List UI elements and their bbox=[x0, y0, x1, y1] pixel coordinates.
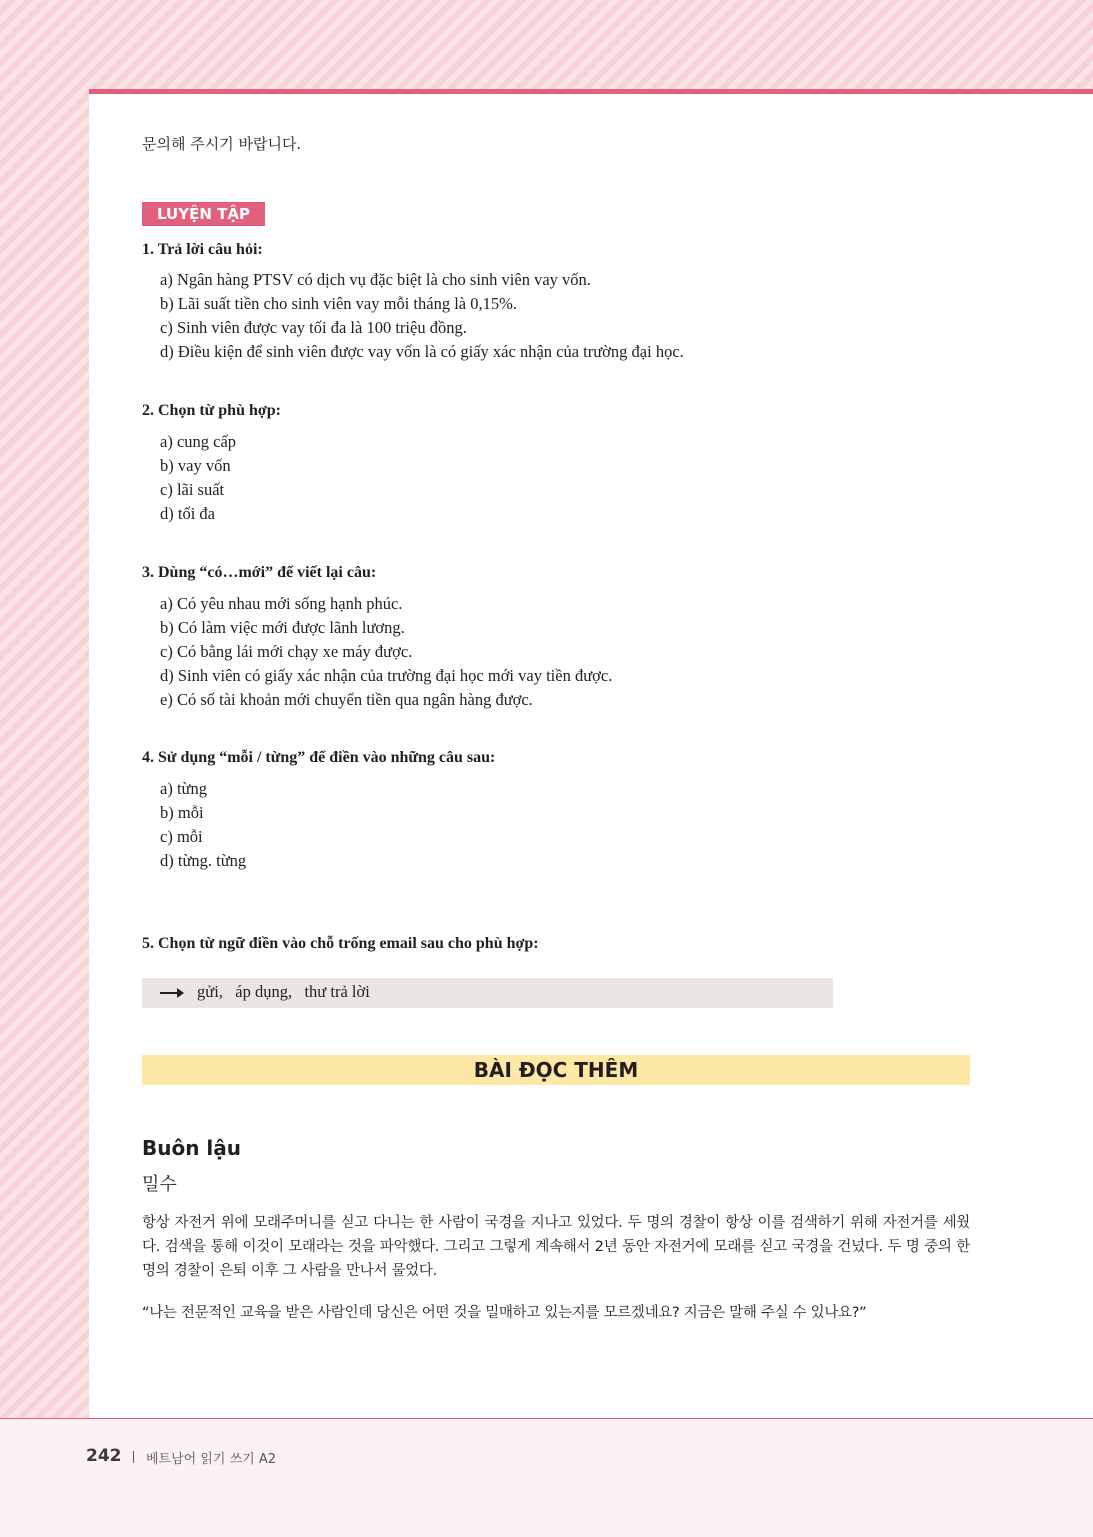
answer-item: a) Có yêu nhau mới sống hạnh phúc. bbox=[160, 594, 403, 613]
answer-list bbox=[160, 777, 246, 873]
question-title: 5. Chọn từ ngữ điền vào chỗ trống email sau cho phù hợp: bbox=[142, 935, 539, 952]
answer-item: c) Sinh viên được vay tối đa là 100 triệu đồng. bbox=[160, 318, 467, 337]
practice-tag: LUYỆN TẬP bbox=[142, 202, 265, 226]
left-decorative-stripes bbox=[0, 0, 89, 1418]
answer-item: c) Có bằng lái mới chạy xe máy được. bbox=[160, 642, 413, 661]
answer-item: e) Có số tài khoản mới chuyển tiền qua ngân hàng được. bbox=[160, 690, 533, 709]
book-title: 베트남어 읽기 쓰기 A2 bbox=[146, 1452, 277, 1467]
header-rule bbox=[89, 89, 1093, 94]
word-list: gửi, áp dụng, thư trả lời bbox=[197, 982, 370, 1001]
word-box bbox=[142, 978, 833, 1008]
answer-item: b) mỗi bbox=[160, 803, 204, 822]
answer-item: a) cung cấp bbox=[160, 432, 237, 451]
reading-banner: BÀI ĐỌC THÊM bbox=[142, 1055, 970, 1085]
answer-item: c) mỗi bbox=[160, 827, 203, 846]
question-title: 1. Trả lời câu hỏi: bbox=[142, 241, 263, 258]
footer-divider bbox=[133, 1451, 134, 1463]
footer bbox=[0, 1418, 1093, 1537]
answer-item: d) tối đa bbox=[160, 504, 215, 523]
answer-item: c) lãi suất bbox=[160, 480, 225, 499]
answer-item: d) Sinh viên có giấy xác nhận của trường đại học mới vay tiền được. bbox=[160, 666, 613, 685]
answer-item: b) vay vốn bbox=[160, 456, 231, 475]
answer-item: d) từng. từng bbox=[160, 851, 247, 870]
question-title: 2. Chọn từ phù hợp: bbox=[142, 402, 281, 419]
answer-item: b) Có làm việc mới được lãnh lương. bbox=[160, 618, 405, 637]
answer-list bbox=[160, 592, 612, 712]
answer-list bbox=[160, 268, 684, 364]
question-title: 3. Dùng “có…mới” để viết lại câu: bbox=[142, 564, 377, 581]
story-paragraph: 항상 자전거 위에 모래주머니를 싣고 다니는 한 사람이 국경을 지나고 있었다. 두 명의 경찰이 항상 이를 검색하기 위해 자전거를 세웠다. 검색을 통해 이것이 모래라는 것을 파악했다. 그리고 그렇게 계속해서 2년 동안 자전거에 모래를 싣고 국경을 건넜다. 두 명 중의 한 명의 경찰이 은퇴 이후 그 사람을 만나서 물었다. bbox=[142, 1215, 970, 1279]
answer-item: a) Ngân hàng PTSV có dịch vụ đặc biệt là cho sinh viên vay vốn. bbox=[160, 270, 591, 289]
answer-list bbox=[160, 430, 236, 526]
answer-item: a) từng bbox=[160, 779, 207, 798]
question-title: 4. Sử dụng “mỗi / từng” để điền vào những câu sau: bbox=[142, 749, 496, 766]
arrow-right-icon bbox=[160, 992, 182, 994]
intro-text: 문의해 주시기 바랍니다. bbox=[142, 135, 302, 153]
story-paragraph: “나는 전문적인 교육을 받은 사람인데 당신은 어떤 것을 밀매하고 있는지를 모르겠네요? 지금은 말해 주실 수 있나요?” bbox=[142, 1305, 867, 1321]
answer-item: b) Lãi suất tiền cho sinh viên vay mỗi tháng là 0,15%. bbox=[160, 294, 517, 313]
story-subtitle: 밀수 bbox=[142, 1174, 177, 1195]
page-number: 242 bbox=[86, 1446, 122, 1466]
top-decorative-stripes bbox=[0, 0, 1093, 90]
story-title: Buôn lậu bbox=[142, 1136, 242, 1160]
answer-item: d) Điều kiện để sinh viên được vay vốn là có giấy xác nhận của trường đại học. bbox=[160, 342, 684, 361]
